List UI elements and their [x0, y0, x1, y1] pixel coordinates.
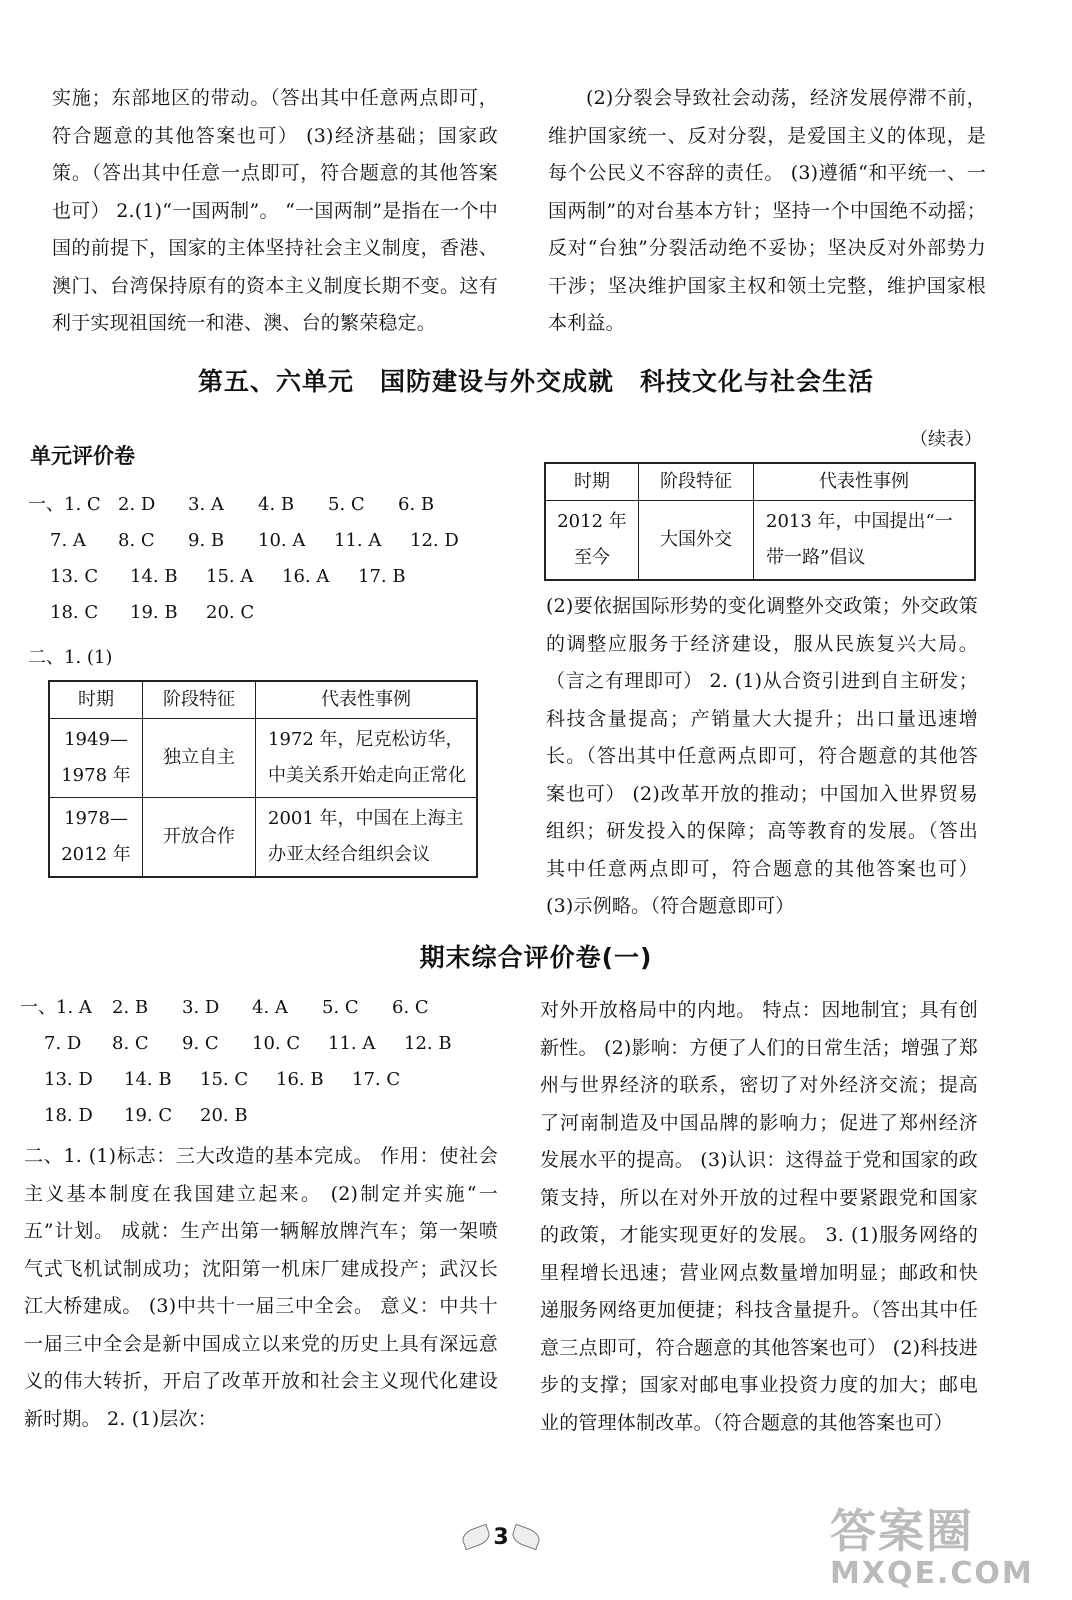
mc-answer: 5. C [322, 997, 359, 1018]
mc-row [28, 559, 508, 595]
table-header-cell: 阶段特征 [639, 463, 754, 501]
mc-answer: 11. A [328, 1033, 376, 1054]
table-row [545, 501, 975, 581]
mc-answer: 7. D [44, 1033, 82, 1054]
mc-answer: 3. A [188, 494, 224, 515]
mc-answer: 7. A [50, 530, 86, 551]
mc-answer: 2. D [118, 494, 156, 515]
table-cell-example: 2013 年，中国提出“一带一路”倡议 [754, 501, 976, 581]
mc-row [28, 523, 508, 559]
page-number [456, 1520, 546, 1556]
mc-row [28, 595, 508, 631]
mc-answer: 10. C [252, 1033, 301, 1054]
mc-answer: 11. A [334, 530, 382, 551]
mc-answer: 20. B [200, 1105, 248, 1126]
table-cell-feature: 大国外交 [639, 501, 754, 581]
mc-row [20, 1026, 500, 1062]
table-header-cell: 时期 [49, 681, 143, 719]
mc-answer: 15. C [200, 1069, 249, 1090]
table-cell-feature: 开放合作 [143, 798, 256, 878]
mc-answer: 20. C [206, 602, 255, 623]
diplomacy-table-1 [48, 680, 478, 878]
part2-label-section1: 二、1. (1) [28, 647, 113, 668]
mc-answer: 16. B [276, 1069, 324, 1090]
table-cell-example: 2001 年，中国在上海主办亚太经合组织会议 [256, 798, 478, 878]
table-cell-period: 1978—2012 年 [49, 798, 143, 878]
mc-answer: 4. B [258, 494, 295, 515]
table-row [49, 719, 477, 798]
mc-answer: 19. C [124, 1105, 173, 1126]
mc-answer: 2. B [112, 997, 149, 1018]
table-cell-example: 1972 年，尼克松访华，中美关系开始走向正常化 [256, 719, 478, 798]
mc-answer: 15. A [206, 566, 254, 587]
table-header-row [49, 681, 477, 719]
section-title-final-exam-1: 期末综合评价卷(一) [419, 943, 653, 972]
mc-row [28, 487, 508, 523]
continued-table-label: （续表） [910, 429, 982, 450]
leaf-ornament-icon [460, 1524, 492, 1550]
mc-answer: 一、1. A [20, 997, 92, 1018]
table-header-cell: 阶段特征 [143, 681, 256, 719]
mc-answer: 9. C [182, 1033, 219, 1054]
mc-answer: 5. C [328, 494, 365, 515]
section2-right-paragraph: 对外开放格局中的内地。 特点：因地制宜；具有创新性。 (2)影响：方便了人们的日常生活；增强了郑州与世界经济的联系，密切了对外经济交流；提高了河南制造及中国品牌的影响力；促进了郑州经济发展水平的提高。 (3)认识：这得益于党和国家的政策支持，所以在对外开放的过程中要紧跟党和国家的政策，才能实现更好的发展。 3. (1)服务网络的里程增长迅速；营业网点数量增加明显；邮政和快递服务网络更加便捷；科技含量提升。（答出其中任意三点即可，符合题意的其他答案也可） (2)科技进步的支撑；国家对邮电事业投资力度的加大；邮电业的管理体制改革。（符合题意的其他答案也可） [540, 999, 978, 1434]
watermark-url: MXQE.COM [830, 1556, 1034, 1591]
watermark-text: 答案圈 [830, 1504, 974, 1558]
top-right-paragraph: (2)分裂会导致社会动荡，经济发展停滞不前，维护国家统一、反对分裂，是爱国主义的体现，是每个公民义不容辞的责任。 (3)遵循“和平统一、一国两制”的对台基本方针；坚持一个中国绝不动摇；反对“台独”分裂活动绝不妥协；坚决反对外部势力干涉；坚决维护国家主权和领土完整，维护国家根本利益。 [548, 87, 986, 334]
mc-answer: 6. C [392, 997, 429, 1018]
top-left-paragraph: 实施；东部地区的带动。（答出其中任意两点即可，符合题意的其他答案也可） (3)经济基础；国家政策。（答出其中任意一点即可，符合题意的其他答案也可） 2.(1)“一国两制”。 “一国两制”是指在一个中国的前提下，国家的主体坚持社会主义制度，香港、澳门、台湾保持原有的资本主义制度长期不变。这有利于实现祖国统一和港、澳、台的繁荣稳定。 [52, 87, 498, 334]
mc-answer: 4. A [252, 997, 288, 1018]
mc-answer: 8. C [112, 1033, 149, 1054]
table-cell-feature: 独立自主 [143, 719, 256, 798]
mc-answer: 17. B [358, 566, 406, 587]
mc-answer: 18. D [44, 1105, 93, 1126]
mc-answer: 一、1. C [28, 494, 101, 515]
mc-answer: 12. D [410, 530, 459, 551]
mc-answer: 14. B [130, 566, 178, 587]
subtitle-unit-assessment: 单元评价卷 [30, 444, 135, 468]
mc-answer: 6. B [398, 494, 435, 515]
mc-answers-section1 [28, 487, 508, 631]
mc-answer: 3. D [182, 997, 220, 1018]
mc-row [20, 990, 500, 1026]
page-number-text: 3 [493, 1525, 509, 1550]
section2-left-paragraph: 二、1. (1)标志：三大改造的基本完成。 作用：使社会主义基本制度在我国建立起来。 (2)制定并实施“一五”计划。 成就：生产出第一辆解放牌汽车；第一架喷气式飞机试制成功；沈阳第一机床厂建成投产；武汉长江大桥建成。 (3)中共十一届三中全会。 意义：中共十一届三中全会是新中国成立以来党的历史上具有深远意义的伟大转折，开启了改革开放和社会主义现代化建设新时期。 2. (1)层次： [24, 1145, 498, 1430]
table-header-cell: 代表性事例 [256, 681, 478, 719]
diplomacy-table-2 [544, 462, 976, 581]
mc-answer: 8. C [118, 530, 155, 551]
mc-answer: 17. C [352, 1069, 401, 1090]
mc-answer: 19. B [130, 602, 178, 623]
leaf-ornament-icon [510, 1524, 542, 1550]
table-header-cell: 代表性事例 [754, 463, 976, 501]
section-title-unit-5-6: 第五、六单元 国防建设与外交成就 科技文化与社会生活 [197, 367, 874, 396]
table-cell-period: 1949—1978 年 [49, 719, 143, 798]
watermark [830, 1505, 1060, 1595]
mc-answer: 12. B [404, 1033, 452, 1054]
section1-right-paragraph: (2)要依据国际形势的变化调整外交政策；外交政策的调整应服务于经济建设，服从民族复兴大局。（言之有理即可） 2. (1)从合资引进到自主研发；科技含量提高；产销量大大提升；出口量迅速增长。（答出其中任意两点即可，符合题意的其他答案也可） (2)改革开放的推动；中国加入世界贸易组织；研发投入的保障；高等教育的发展。（答出其中任意两点即可，符合题意的其他答案也可） (3)示例略。（符合题意即可） [546, 595, 978, 917]
table-row [49, 798, 477, 878]
mc-answer: 14. B [124, 1069, 172, 1090]
table-cell-period: 2012 年至今 [545, 501, 639, 581]
mc-row [20, 1098, 500, 1134]
mc-answer: 13. C [50, 566, 99, 587]
mc-answer: 18. C [50, 602, 99, 623]
mc-row [20, 1062, 500, 1098]
table-header-row [545, 463, 975, 501]
mc-answer: 9. B [188, 530, 225, 551]
mc-answer: 16. A [282, 566, 330, 587]
mc-answers-section2 [20, 990, 500, 1134]
mc-answer: 10. A [258, 530, 306, 551]
table-header-cell: 时期 [545, 463, 639, 501]
mc-answer: 13. D [44, 1069, 93, 1090]
